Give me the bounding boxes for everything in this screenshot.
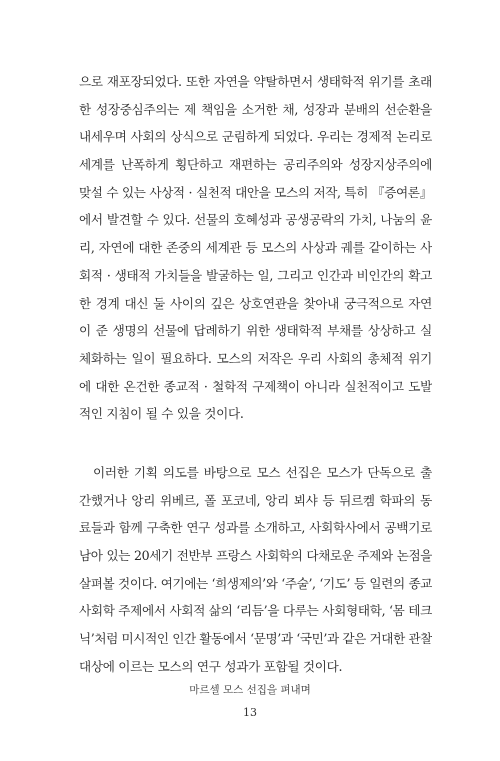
- body-text-line: 사회학 주제에서 사회적 삶의 ‘리듬’을 다루는 사회형태학, ‘몸 테크: [79, 603, 432, 619]
- body-text-line: 에서 발견할 수 있다. 선물의 호혜성과 공생공락의 가치, 나눔의 윤: [79, 212, 432, 228]
- body-text-line: 이 준 생명의 선물에 답례하기 위한 생태학적 부채를 상상하고 실: [79, 323, 432, 339]
- body-text-line: 적인 지침이 될 수 있을 것이다.: [79, 406, 244, 422]
- body-text-line: 료들과 함께 구축한 연구 성과를 소개하고, 사회학사에서 공백기로: [79, 520, 432, 536]
- body-text-line: 살펴볼 것이다. 여기에는 ‘희생제의’와 ‘주술’, ‘기도’ 등 일련의 종교: [79, 575, 432, 591]
- body-text-line: 한 성장중심주의는 제 책임을 소거한 채, 성장과 분배의 선순환을: [79, 101, 432, 117]
- body-text-line: 회적 · 생태적 가치들을 발굴하는 일, 그리고 인간과 비인간의 확고: [79, 267, 432, 283]
- paragraph: [79, 68, 432, 428]
- body-text-line: 한 경계 대신 둘 사이의 깊은 상호연관을 찾아내 궁극적으로 자연: [79, 295, 432, 311]
- body-text-line: 대상에 이르는 모스의 연구 성과가 포함될 것이다.: [79, 658, 343, 674]
- body-text-line: 리, 자연에 대한 존중의 세계관 등 모스의 사상과 궤를 같이하는 사: [79, 240, 432, 256]
- running-title: 마르셀 모스 선집을 펴내며: [189, 684, 311, 696]
- body-text-line: 이러한 기획 의도를 바탕으로 모스 선집은 모스가 단독으로 출: [93, 464, 432, 480]
- body-text-line: 으로 재포장되었다. 또한 자연을 약탈하면서 생태학적 위기를 초래: [79, 74, 432, 89]
- body-text-line: 간했거나 앙리 위베르, 폴 포코네, 앙리 뵈샤 등 뒤르켐 학파의 동: [79, 492, 432, 508]
- body-text-line: 세계를 난폭하게 횡단하고 재편하는 공리주의와 성장지상주의에: [79, 157, 432, 173]
- body-text-line: 맞설 수 있는 사상적 · 실천적 대안을 모스의 저작, 특히 『증여론』: [79, 184, 432, 200]
- body-text-line: 남아 있는 20세기 전반부 프랑스 사회학의 다채로운 주제와 논점을: [79, 548, 432, 563]
- body-text: [79, 68, 432, 680]
- body-text-line: 닉’처럼 미시적인 인간 활동에서 ‘문명’과 ‘국민’과 같은 거대한 관찰: [79, 631, 432, 647]
- body-text-line: 내세우며 사회의 상식으로 군림하게 되었다. 우리는 경제적 논리로: [79, 129, 432, 145]
- paragraph: [79, 459, 432, 681]
- body-text-line: 체화하는 일이 필요하다. 모스의 저작은 우리 사회의 총체적 위기: [79, 350, 432, 366]
- page-number: 13: [243, 706, 257, 719]
- body-text-line: 에 대한 온건한 종교적 · 철학적 구제책이 아니라 실천적이고 도발: [79, 378, 432, 394]
